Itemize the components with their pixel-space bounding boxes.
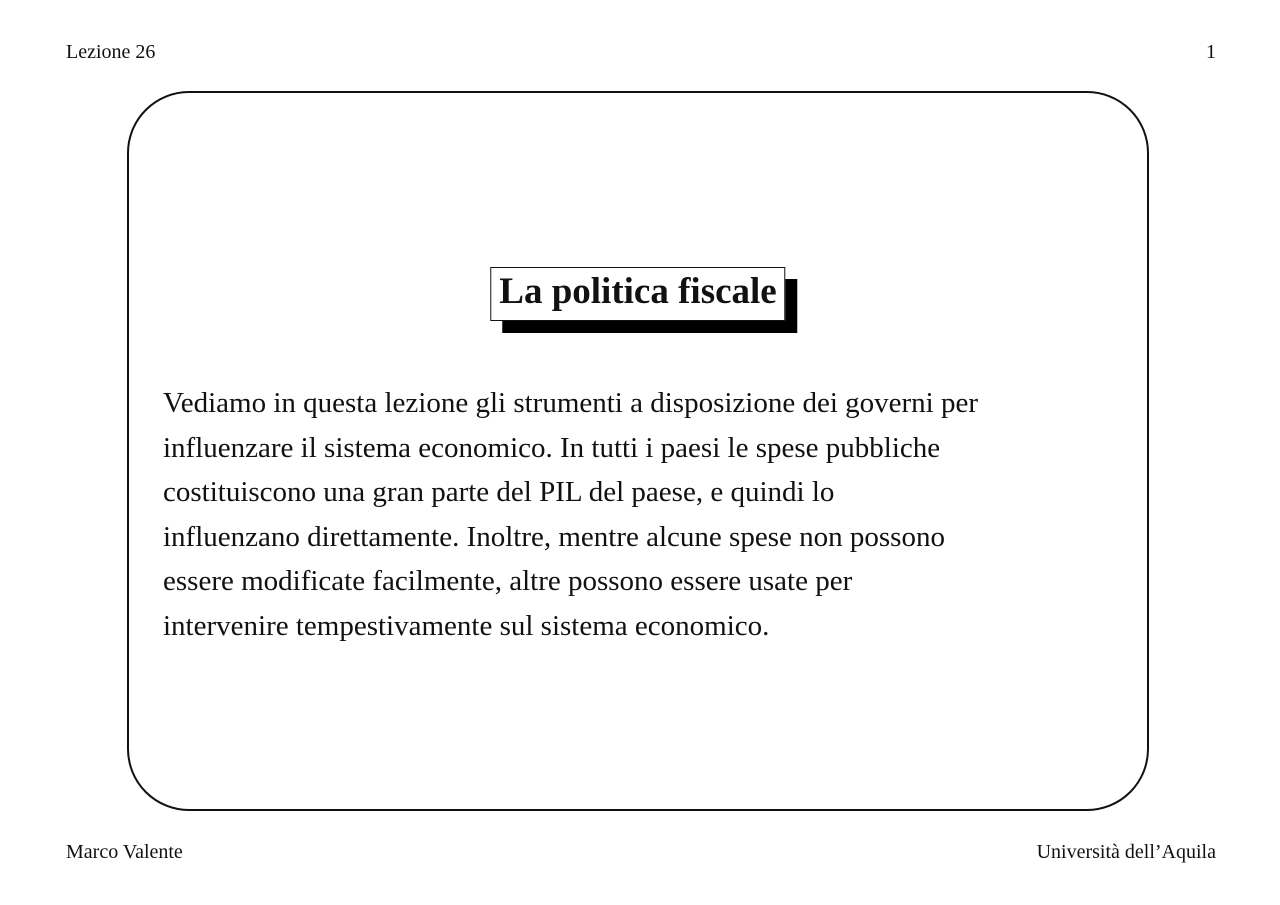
slide-title-container	[490, 267, 785, 321]
body-line: costituiscono una gran parte del PIL del paese, e quindi lo	[163, 476, 835, 508]
author-name: Marco Valente	[66, 841, 183, 863]
page-number: 1	[1206, 41, 1216, 63]
body-line: Vediamo in questa lezione gli strumenti a disposizione dei governi per	[163, 387, 979, 419]
slide-body	[163, 381, 1123, 648]
slide-title: La politica fiscale	[490, 267, 785, 321]
body-line: influenzano direttamente. Inoltre, mentre alcune spese non possono	[163, 520, 945, 553]
body-line: intervenire tempestivamente sul sistema economico.	[163, 609, 770, 642]
body-line: essere modificate facilmente, altre possono essere usate per	[163, 565, 853, 597]
institution-name: Università dell’Aquila	[1036, 841, 1216, 863]
lecture-label: Lezione 26	[66, 41, 156, 63]
slide-frame	[127, 91, 1149, 811]
body-line: influenzare il sistema economico. In tutti i paesi le spese pubbliche	[163, 431, 941, 464]
